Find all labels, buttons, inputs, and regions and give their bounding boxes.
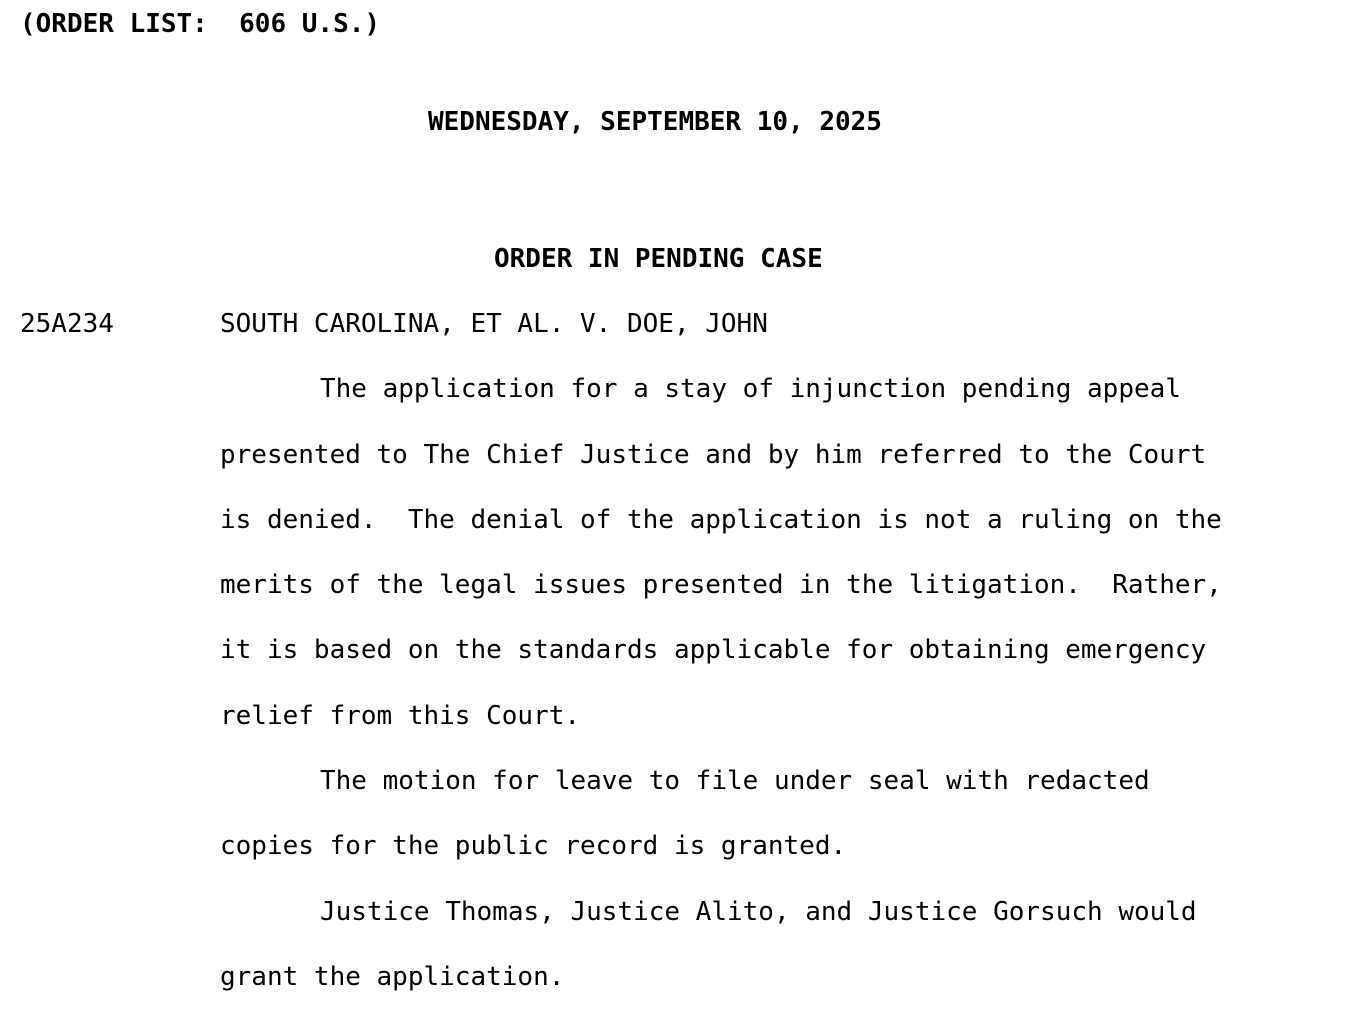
paragraph-line: it is based on the standards applicable for obtaining emergency	[220, 635, 1207, 665]
section-heading: ORDER IN PENDING CASE	[494, 244, 823, 274]
paragraph-line: copies for the public record is granted.	[220, 831, 847, 861]
paragraph-line: grant the application.	[220, 962, 565, 992]
paragraph-line: is denied. The denial of the application is not a ruling on the	[220, 505, 1222, 535]
paragraph-line: Justice Thomas, Justice Alito, and Justice Gorsuch would	[320, 897, 1197, 927]
paragraph-line: relief from this Court.	[220, 701, 581, 731]
order-list-header: (ORDER LIST: 606 U.S.)	[20, 9, 381, 39]
paragraph-line: The motion for leave to file under seal with redacted	[320, 766, 1150, 796]
case-caption: SOUTH CAROLINA, ET AL. V. DOE, JOHN	[220, 309, 768, 339]
docket-number: 25A234	[20, 309, 114, 339]
paragraph-line: The application for a stay of injunction pending appeal	[320, 374, 1181, 404]
paragraph-line: presented to The Chief Justice and by him referred to the Court	[220, 440, 1207, 470]
order-date: WEDNESDAY, SEPTEMBER 10, 2025	[428, 107, 882, 137]
paragraph-line: merits of the legal issues presented in the litigation. Rather,	[220, 570, 1222, 600]
